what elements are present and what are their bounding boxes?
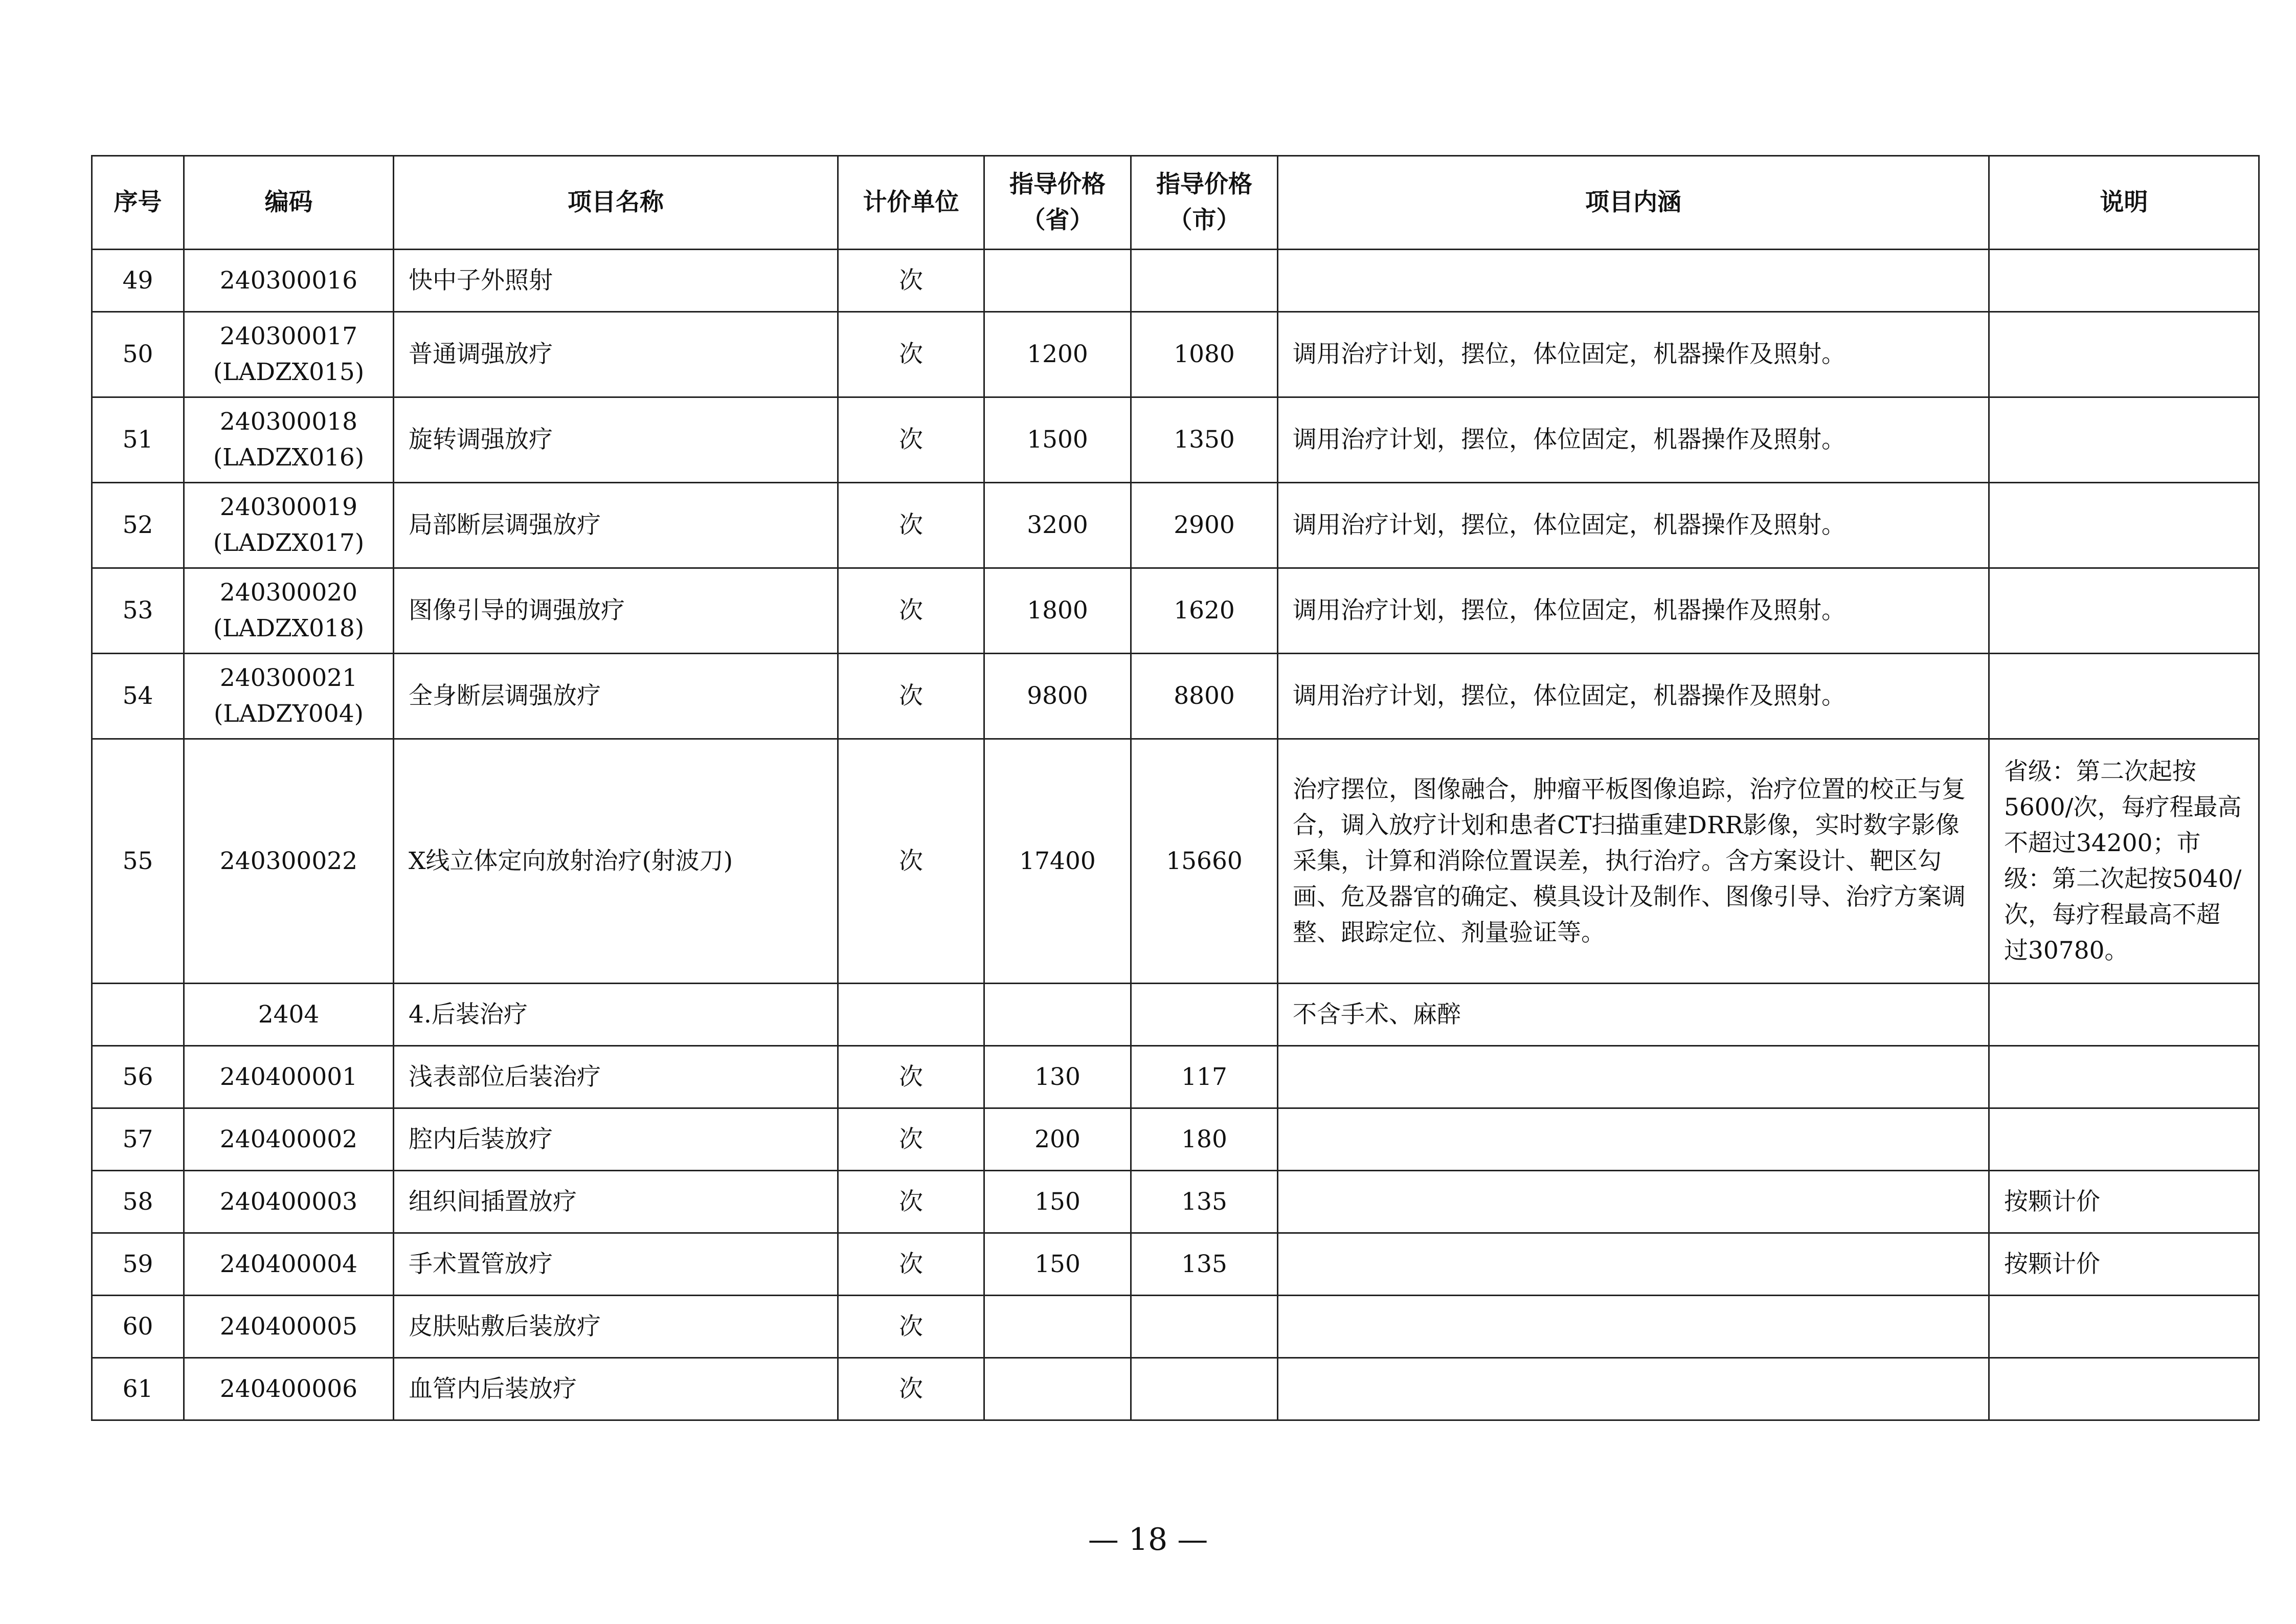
cell-name: 组织间插置放疗 [394,1171,838,1233]
cell-code [184,1358,394,1420]
cell-seq: 50 [92,312,184,397]
cell-unit: 次 [838,312,984,397]
cell-content [1278,1046,1989,1108]
code-primary: 240300019 [219,493,358,521]
price-table [91,155,2260,1421]
cell-code [184,483,394,568]
cell-name: 手术置管放疗 [394,1233,838,1296]
cell-unit: 次 [838,739,984,984]
table-row [92,1108,2259,1171]
cell-content: 不含手术、麻醉 [1278,984,1989,1046]
cell-note: 按颗计价 [1989,1233,2259,1296]
cell-code [184,250,394,312]
code-primary: 240400003 [219,1187,358,1216]
cell-price-province: 1200 [984,312,1131,397]
code-primary: 240300020 [219,579,358,607]
code-primary: 240300021 [219,664,358,692]
cell-code [184,1296,394,1358]
cell-note: 按颗计价 [1989,1171,2259,1233]
cell-name: 4.后装治疗 [394,984,838,1046]
table-row [92,654,2259,739]
code-primary: 2404 [258,1000,320,1029]
cell-price-city [1131,250,1278,312]
table-row [92,1358,2259,1420]
cell-price-city: 1350 [1131,397,1278,483]
cell-price-city: 1080 [1131,312,1278,397]
code-primary: 240400006 [219,1374,358,1403]
cell-content: 调用治疗计划，摆位，体位固定，机器操作及照射。 [1278,654,1989,739]
cell-price-province [984,250,1131,312]
code-primary: 240300017 [219,322,358,350]
cell-name: 图像引导的调强放疗 [394,568,838,654]
cell-price-city: 135 [1131,1233,1278,1296]
page-number: — 18 — [1088,1522,1208,1558]
cell-code [184,568,394,654]
cell-price-province [984,1296,1131,1358]
cell-unit [838,984,984,1046]
cell-note [1989,1108,2259,1171]
cell-name: 快中子外照射 [394,250,838,312]
cell-note [1989,654,2259,739]
cell-name: 腔内后装放疗 [394,1108,838,1171]
header-row [92,156,2259,250]
cell-price-province: 130 [984,1046,1131,1108]
table-row [92,483,2259,568]
table-row [92,250,2259,312]
cell-price-city: 1620 [1131,568,1278,654]
cell-seq: 57 [92,1108,184,1171]
cell-price-city: 135 [1131,1171,1278,1233]
cell-note [1989,1046,2259,1108]
cell-price-city: 117 [1131,1046,1278,1108]
cell-name: 旋转调强放疗 [394,397,838,483]
table-row [92,984,2259,1046]
cell-content: 调用治疗计划，摆位，体位固定，机器操作及照射。 [1278,312,1989,397]
cell-name: 普通调强放疗 [394,312,838,397]
code-primary: 240300018 [219,408,358,436]
cell-code [184,739,394,984]
cell-seq: 49 [92,250,184,312]
cell-seq: 55 [92,739,184,984]
cell-unit: 次 [838,1046,984,1108]
table-row [92,312,2259,397]
cell-seq: 53 [92,568,184,654]
cell-name: X线立体定向放射治疗(射波刀) [394,739,838,984]
cell-content: 治疗摆位，图像融合，肿瘤平板图像追踪，治疗位置的校正与复合，调入放疗计划和患者CT扫描重建DRR影像，实时数字影像采集，计算和消除位置误差，执行治疗。含方案设计、靶区勾画、危及器官的确定、模具设计及制作、图像引导、治疗方案调整、跟踪定位、剂量验证等。 [1278,739,1989,984]
header-content: 项目内涵 [1278,156,1989,250]
cell-content: 调用治疗计划，摆位，体位固定，机器操作及照射。 [1278,568,1989,654]
cell-price-city [1131,1358,1278,1420]
cell-price-province: 150 [984,1171,1131,1233]
table-row [92,739,2259,984]
table-row [92,1233,2259,1296]
code-primary: 240400004 [219,1250,358,1278]
cell-note [1989,568,2259,654]
cell-note [1989,1296,2259,1358]
cell-unit: 次 [838,1171,984,1233]
cell-seq: 56 [92,1046,184,1108]
cell-note [1989,984,2259,1046]
cell-seq: 58 [92,1171,184,1233]
code-primary: 240400005 [219,1312,358,1341]
cell-price-province: 3200 [984,483,1131,568]
cell-content: 调用治疗计划，摆位，体位固定，机器操作及照射。 [1278,397,1989,483]
cell-note [1989,397,2259,483]
code-secondary: (LADZY004) [214,700,364,728]
header-unit: 计价单位 [838,156,984,250]
code-secondary: (LADZX017) [213,529,365,557]
cell-seq: 59 [92,1233,184,1296]
cell-seq: 52 [92,483,184,568]
code-secondary: (LADZX018) [213,614,365,642]
cell-code [184,1233,394,1296]
cell-name: 全身断层调强放疗 [394,654,838,739]
cell-price-province: 150 [984,1233,1131,1296]
table-row [92,568,2259,654]
cell-code [184,397,394,483]
cell-price-city: 15660 [1131,739,1278,984]
cell-seq: 61 [92,1358,184,1420]
cell-code [184,1171,394,1233]
header-price-province: 指导价格 （省） [984,156,1131,250]
code-primary: 240400001 [219,1062,358,1091]
code-primary: 240400002 [219,1125,358,1153]
header-note: 说明 [1989,156,2259,250]
cell-content [1278,1358,1989,1420]
header-seq: 序号 [92,156,184,250]
header-name: 项目名称 [394,156,838,250]
cell-price-province: 200 [984,1108,1131,1171]
cell-content [1278,250,1989,312]
cell-unit: 次 [838,1358,984,1420]
code-secondary: (LADZX016) [213,443,365,472]
cell-content [1278,1108,1989,1171]
cell-price-province: 1500 [984,397,1131,483]
code-primary: 240300022 [219,847,358,875]
cell-unit: 次 [838,654,984,739]
cell-price-city: 180 [1131,1108,1278,1171]
cell-unit: 次 [838,1108,984,1171]
cell-price-province [984,984,1131,1046]
cell-price-province [984,1358,1131,1420]
cell-seq: 54 [92,654,184,739]
cell-code [184,1108,394,1171]
cell-unit: 次 [838,483,984,568]
cell-note [1989,250,2259,312]
cell-name: 皮肤贴敷后装放疗 [394,1296,838,1358]
table-row [92,1296,2259,1358]
cell-unit: 次 [838,1233,984,1296]
cell-name: 浅表部位后装治疗 [394,1046,838,1108]
cell-unit: 次 [838,568,984,654]
cell-seq: 51 [92,397,184,483]
table-row [92,1046,2259,1108]
cell-content [1278,1171,1989,1233]
code-secondary: (LADZX015) [213,358,365,386]
cell-price-city [1131,984,1278,1046]
cell-code [184,654,394,739]
cell-seq [92,984,184,1046]
cell-unit: 次 [838,250,984,312]
cell-price-province: 9800 [984,654,1131,739]
cell-price-province: 17400 [984,739,1131,984]
cell-code [184,984,394,1046]
cell-note [1989,483,2259,568]
header-price-city: 指导价格 （市） [1131,156,1278,250]
cell-price-city: 8800 [1131,654,1278,739]
cell-code [184,312,394,397]
cell-price-city: 2900 [1131,483,1278,568]
cell-name: 局部断层调强放疗 [394,483,838,568]
table-body [92,250,2259,1420]
table-row [92,397,2259,483]
header-code: 编码 [184,156,394,250]
cell-unit: 次 [838,397,984,483]
cell-unit: 次 [838,1296,984,1358]
cell-content [1278,1233,1989,1296]
cell-seq: 60 [92,1296,184,1358]
cell-price-city [1131,1296,1278,1358]
cell-note [1989,1358,2259,1420]
code-primary: 240300016 [219,266,358,295]
table-row [92,1171,2259,1233]
cell-name: 血管内后装放疗 [394,1358,838,1420]
cell-note: 省级：第二次起按5600/次，每疗程最高不超过34200；市级：第二次起按5040/次，每疗程最高不超过30780。 [1989,739,2259,984]
cell-note [1989,312,2259,397]
cell-price-province: 1800 [984,568,1131,654]
cell-content [1278,1296,1989,1358]
cell-content: 调用治疗计划，摆位，体位固定，机器操作及照射。 [1278,483,1989,568]
cell-code [184,1046,394,1108]
